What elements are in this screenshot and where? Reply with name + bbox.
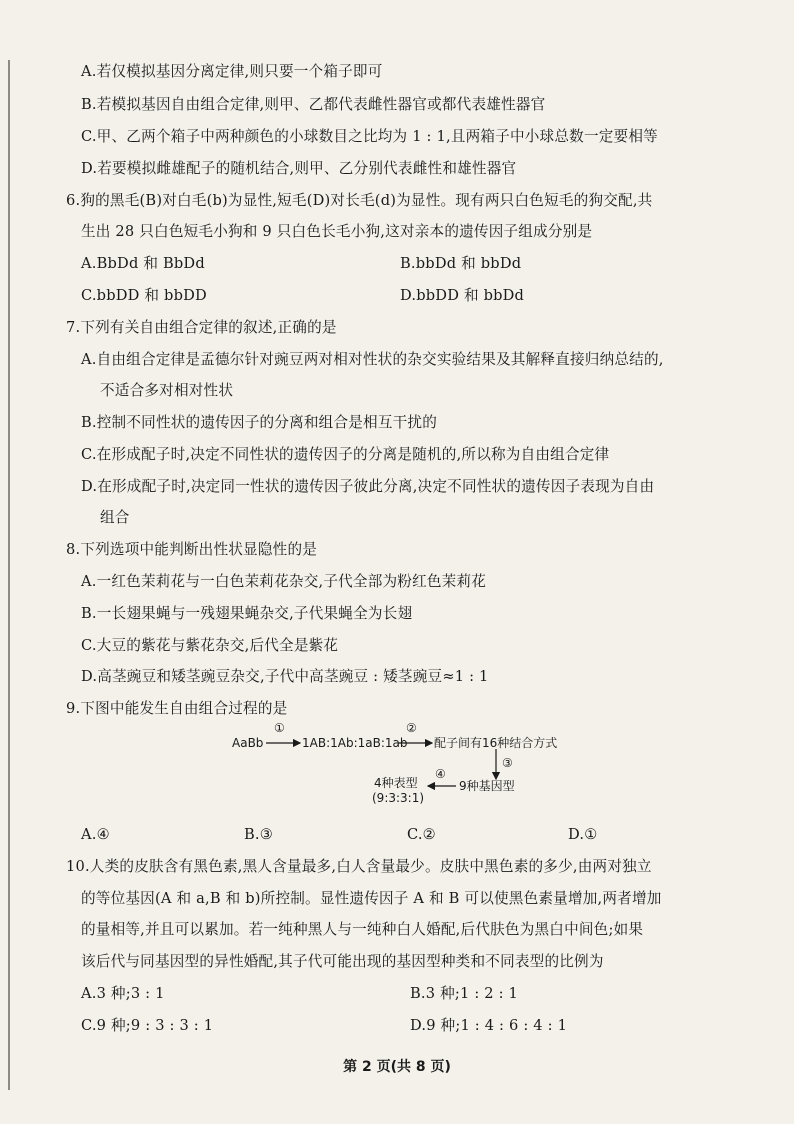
text-line: 的量相等,并且可以累加。若一纯种黑人与一纯种白人婚配,后代肤色为黑白中间色;如果 [81,921,644,938]
gamete-ratio: 1AB:1Ab:1aB:1ab [302,736,408,750]
text-line: 8.下列选项中能判断出性状显隐性的是 [66,541,318,558]
combination-count: 配子间有16种结合方式 [434,736,558,750]
text-line: A.BbDd 和 BbDd [81,255,205,272]
text-line: C.大豆的紫花与紫花杂交,后代全是紫花 [81,637,339,654]
page-left-border [8,60,10,1090]
text-line: D.在形成配子时,决定同一性状的遗传因子彼此分离,决定不同性状的遗传因子表现为自由 [81,478,655,495]
text-line: B.3 种;1 : 2 : 1 [410,985,519,1002]
text-line: 该后代与同基因型的异性婚配,其子代可能出现的基因型种类和不同表型的比例为 [81,953,604,970]
text-line: 7.下列有关自由组合定律的叙述,正确的是 [66,319,337,336]
text-line: D.bbDD 和 bbDd [400,287,525,304]
text-line: B.若模拟基因自由组合定律,则甲、乙都代表雌性器官或都代表雄性器官 [81,96,546,113]
text-line: 的等位基因(A 和 a,B 和 b)所控制。显性遗传因子 A 和 B 可以使黑色素量增加,两者增加 [81,890,662,907]
text-line: B.bbDd 和 bbDd [400,255,522,272]
text-line: A.一红色茉莉花与一白色茉莉花杂交,子代全部为粉红色茉莉花 [81,573,487,590]
text-line: 不适合多对相对性状 [100,382,234,399]
text-line: A.自由组合定律是孟德尔针对豌豆两对相对性状的杂交实验结果及其解释直接归纳总结的, [81,351,664,368]
text-line: A.若仅模拟基因分离定律,则只要一个箱子即可 [81,63,383,80]
phenotype-count: 4种表型 [374,776,418,790]
text-line: D.若要模拟雌雄配子的随机结合,则甲、乙分别代表雌性和雄性器官 [81,160,517,177]
text-line: D.① [568,826,598,843]
text-line: 10.人类的皮肤含有黑色素,黑人含量最多,白人含量最少。皮肤中黑色素的多少,由两对独立 [66,858,652,875]
text-line: B.③ [244,826,274,843]
genetics-flow-diagram [230,718,570,808]
step-1-label: ① [274,721,285,735]
text-line: D.高茎豌豆和矮茎豌豆杂交,子代中高茎豌豆 : 矮茎豌豆≈1 : 1 [81,668,489,685]
text-line: A.3 种;3 : 1 [81,985,165,1002]
step-4-label: ④ [435,767,446,781]
text-line: 生出 28 只白色短毛小狗和 9 只白色长毛小狗,这对亲本的遗传因子组成分别是 [81,223,593,240]
text-line: C.9 种;9 : 3 : 3 : 1 [81,1017,214,1034]
text-line: A.④ [81,826,110,843]
step-3-label: ③ [502,756,513,770]
phenotype-ratio: (9:3:3:1) [372,791,425,805]
text-line: C.bbDD 和 bbDD [81,287,207,304]
page-footer: 第 2 页(共 8 页) [343,1059,451,1075]
text-line: C.甲、乙两个箱子中两种颜色的小球数目之比均为 1 : 1,且两箱子中小球总数一定要相等 [81,128,658,145]
text-line: 9.下图中能发生自由组合过程的是 [66,700,288,717]
text-line: C.② [407,826,436,843]
text-line: B.控制不同性状的遗传因子的分离和组合是相互干扰的 [81,414,438,431]
text-line: C.在形成配子时,决定不同性状的遗传因子的分离是随机的,所以称为自由组合定律 [81,446,610,463]
parent-genotype: AaBb [232,736,264,750]
text-line: B.一长翅果蝇与一残翅果蝇杂交,子代果蝇全为长翅 [81,605,413,622]
text-line: 6.狗的黑毛(B)对白毛(b)为显性,短毛(D)对长毛(d)为显性。现有两只白色短毛的狗交配,共 [66,192,653,209]
step-2-label: ② [406,721,417,735]
text-line: 组合 [100,509,130,526]
text-line: D.9 种;1 : 4 : 6 : 4 : 1 [410,1017,568,1034]
genotype-count: 9种基因型 [459,779,515,793]
